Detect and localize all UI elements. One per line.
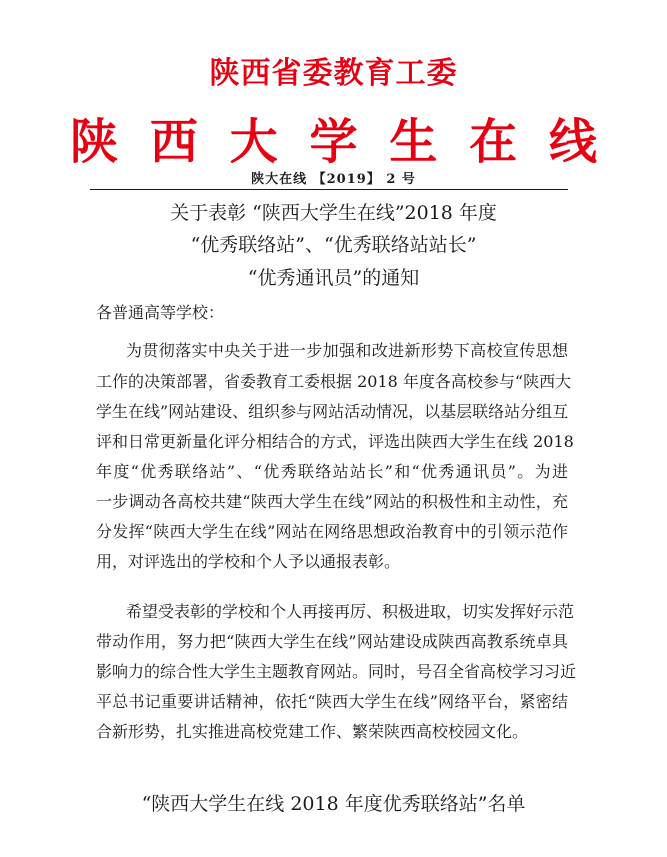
paragraph-1-line: 学生在线”网站建设、组织参与网站活动情况，以基层联络站分组互 [96,402,569,421]
paragraph-2-line: 带动作用，努力把“陕西大学生在线”网站建设成陕西高教系统卓具 [96,632,568,651]
notice-title-line-1: 关于表彰 “陕西大学生在线”2018 年度 [170,202,497,224]
masthead-char: 生 [389,114,438,170]
list-title: “陕西大学生在线 2018 年度优秀联络站”名单 [141,793,526,815]
paragraph-1-line: 为贯彻落实中央关于进一步加强和改进新形势下高校宣传思想 [126,341,568,360]
paragraph-1-line: 分发挥“陕西大学生在线”网站在网络思想政治教育中的引领示范作 [96,522,568,541]
masthead-char: 西 [149,114,198,170]
document-number: 陕大在线 【2019】 2 号 [251,172,416,187]
notice-title-line-2: “优秀联络站”、“优秀联络站站长” [190,234,477,256]
paragraph-2-line: 希望受表彰的学校和个人再接再厉、积极进取，切实发挥好示范 [126,602,575,621]
paragraph-1-line: 一步调动各高校共建“陕西大学生在线”网站的积极性和主动性，充 [96,492,568,511]
paragraph-1-line: 评和日常更新量化评分相结合的方式，评选出陕西大学生在线 2018 [96,432,574,451]
paragraph-2-line: 合新形势，扎实推进高校党建工作、繁荣陕西高校校园文化。 [96,722,529,741]
paragraph-2-line: 平总书记重要讲话精神，依托“陕西大学生在线”网络平台，紧密结 [96,692,568,711]
paragraph-2-line: 影响力的综合性大学生主题教育网站。同时，号召全省高校学习习近 [96,662,577,681]
masthead-char: 学 [309,114,358,170]
notice-title-line-3: “优秀通讯员”的通知 [247,267,420,289]
masthead-char: 线 [548,114,597,170]
paragraph-1-line: 年度“优秀联络站”、“优秀联络站站长”和“优秀通讯员”。为进 [96,462,568,481]
masthead-char: 大 [229,114,278,170]
masthead-char: 在 [469,114,518,170]
header-divider [90,189,568,190]
salutation: 各普通高等学校： [96,303,225,322]
organization-title: 陕西省委教育工委 [209,56,458,91]
paragraph-1-line: 用，对评选出的学校和个人予以通报表彰。 [96,552,401,571]
paragraph-1-line: 工作的决策部署，省委教育工委根据 2018 年度各高校参与“陕西大 [96,372,572,391]
masthead [70,110,597,174]
masthead-char: 陕 [70,114,119,170]
